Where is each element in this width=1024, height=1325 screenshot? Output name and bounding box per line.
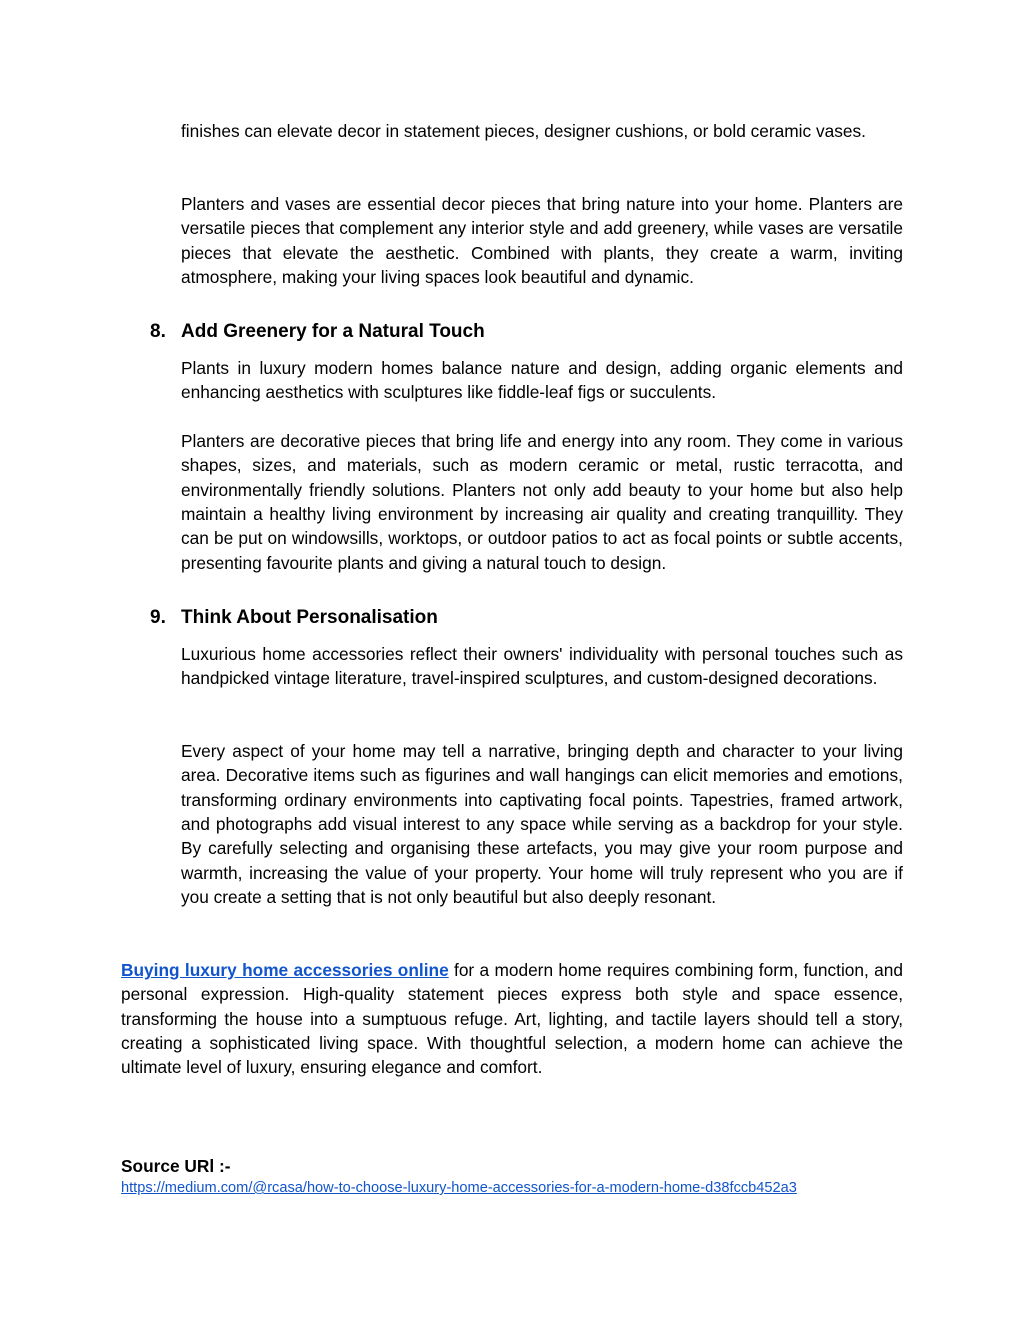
intro-paragraph-1: finishes can elevate decor in statement pieces, designer cushions, or bold ceramic vases. <box>181 121 866 141</box>
section-9-title: Think About Personalisation <box>181 607 438 628</box>
source-url-link[interactable]: https://medium.com/@rcasa/how-to-choose-luxury-home-accessories-for-a-modern-home-d38fccb452a3 <box>121 1180 797 1196</box>
section-9-number: 9. <box>150 607 166 628</box>
section-8-title: Add Greenery for a Natural Touch <box>181 321 485 342</box>
conclusion-paragraph <box>121 958 903 1080</box>
source-label: Source URl :- <box>121 1156 231 1176</box>
section-8-paragraph-2: Planters are decorative pieces that bring life and energy into any room. They come in various shapes, sizes, and materials, such as modern ceramic or metal, rustic terracotta, and environmentally friendly solutions. Planters not only add beauty to your home but also help maintain a healthy living environment by increasing air quality and creating tranquillity. They can be put on windowsills, worktops, or outdoor patios to act as focal points or subtle accents, presenting favourite plants and giving a natural touch to design. <box>181 431 903 573</box>
section-9-paragraph-1: Luxurious home accessories reflect their owners' individuality with personal touches such as handpicked vintage literature, travel-inspired sculptures, and custom-designed decorations. <box>181 644 903 689</box>
section-9-heading <box>150 605 910 631</box>
section-8-heading <box>150 319 910 345</box>
section-8-paragraph-1: Plants in luxury modern homes balance nature and design, adding organic elements and enhancing aesthetics with sculptures like fiddle-leaf figs or succulents. <box>181 358 903 403</box>
conclusion-text: for a modern home requires combining form, function, and personal expression. High-quality statement pieces express both style and space essence, transforming the house into a sumptuous refuge. Art, lighting, and tactile layers should tell a story, creating a sophisticated living space. With thoughtful selection, a modern home can achieve the ultimate level of luxury, ensuring elegance and comfort. <box>121 960 903 1078</box>
section-9-paragraph-2: Every aspect of your home may tell a narrative, bringing depth and character to your living area. Decorative items such as figurines and wall hangings can elicit memories and emotions, transforming ordinary environments into captivating focal points. Tapestries, framed artwork, and photographs add visual interest to any space while serving as a backdrop for your style. By carefully selecting and organising these artefacts, you may give your room purpose and warmth, increasing the value of your property. Your home will truly represent who you are if you create a setting that is not only beautiful but also deeply resonant. <box>181 741 903 908</box>
buying-luxury-home-accessories-link[interactable]: Buying luxury home accessories online <box>121 960 449 980</box>
section-8-number: 8. <box>150 321 166 342</box>
intro-paragraph-2: Planters and vases are essential decor pieces that bring nature into your home. Planters are versatile pieces that complement any interior style and add greenery, while vases are versatile pieces that elevate the aesthetic. Combined with plants, they create a warm, inviting atmosphere, making your living spaces look beautiful and dynamic. <box>181 194 903 288</box>
